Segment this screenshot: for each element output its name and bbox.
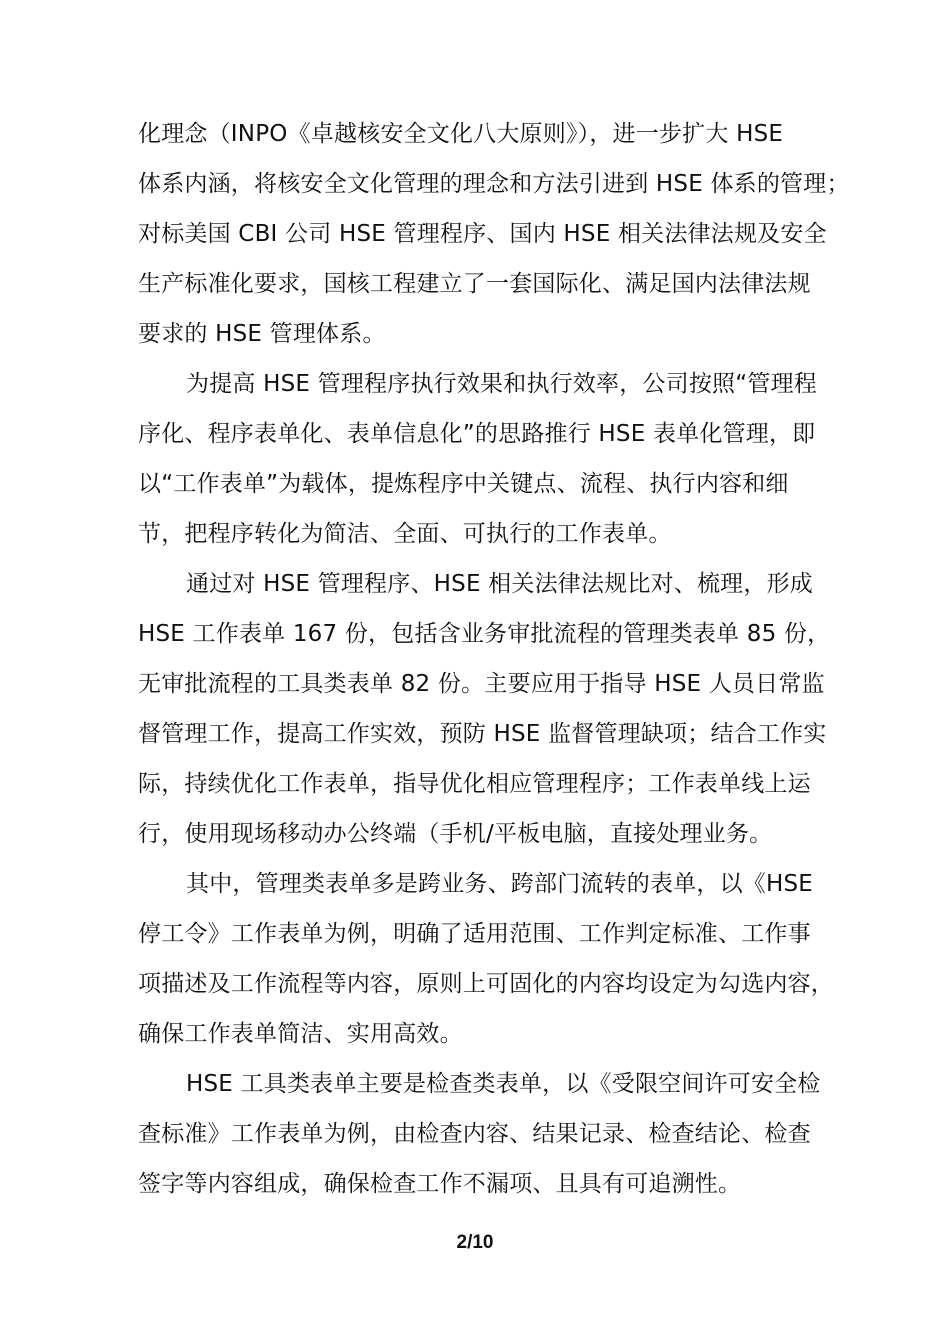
text-line: 项描述及工作流程等内容，原则上可固化的内容均设定为勾选内容， bbox=[138, 971, 834, 997]
text-line: 体系内涵，将核安全文化管理的理念和方法引进到 HSE 体系的管理； bbox=[138, 171, 850, 197]
text-line: 序化、程序表单化、表单信息化”的思路推行 HSE 表单化管理，即 bbox=[138, 421, 816, 447]
text-line: 为提高 HSE 管理程序执行效果和执行效率，公司按照“管理程 bbox=[186, 371, 817, 397]
text-line: 以“工作表单”为载体，提炼程序中关键点、流程、执行内容和细 bbox=[138, 471, 789, 497]
text-line: 其中，管理类表单多是跨业务、跨部门流转的表单，以《HSE bbox=[186, 871, 814, 897]
text-line: HSE 工具类表单主要是检查类表单，以《受限空间许可安全检 bbox=[186, 1071, 821, 1097]
text-line: 通过对 HSE 管理程序、HSE 相关法律法规比对、梳理，形成 bbox=[186, 571, 813, 597]
text-line: 化理念（INPO《卓越核安全文化八大原则》），进一步扩大 HSE bbox=[138, 121, 784, 147]
text-line: HSE 工作表单 167 份，包括含业务审批流程的管理类表单 85 份， bbox=[138, 621, 831, 647]
text-line: 确保工作表单简洁、实用高效。 bbox=[138, 1021, 463, 1047]
text-line: 签字等内容组成，确保检查工作不漏项、且具有可追溯性。 bbox=[138, 1171, 742, 1197]
text-line: 际，持续优化工作表单，指导优化相应管理程序；工作表单线上运 bbox=[138, 771, 811, 797]
text-line: 节，把程序转化为简洁、全面、可执行的工作表单。 bbox=[138, 521, 672, 547]
text-line: 无审批流程的工具类表单 82 份。主要应用于指导 HSE 人员日常监 bbox=[138, 671, 825, 697]
text-line: 生产标准化要求，国核工程建立了一套国际化、满足国内法律法规 bbox=[138, 271, 811, 297]
text-line: 要求的 HSE 管理体系。 bbox=[138, 321, 386, 347]
text-line: 停工令》工作表单为例，明确了适用范围、工作判定标准、工作事 bbox=[138, 921, 811, 947]
text-line: 督管理工作，提高工作实效，预防 HSE 监督管理缺项；结合工作实 bbox=[138, 721, 827, 747]
page-number: 2/10 bbox=[456, 1232, 494, 1253]
text-line: 对标美国 CBI 公司 HSE 管理程序、国内 HSE 相关法律法规及安全 bbox=[138, 221, 827, 247]
text-line: 查标准》工作表单为例，由检查内容、结果记录、检查结论、检查 bbox=[138, 1121, 811, 1147]
text-line: 行，使用现场移动办公终端（手机/平板电脑，直接处理业务。 bbox=[138, 821, 773, 847]
